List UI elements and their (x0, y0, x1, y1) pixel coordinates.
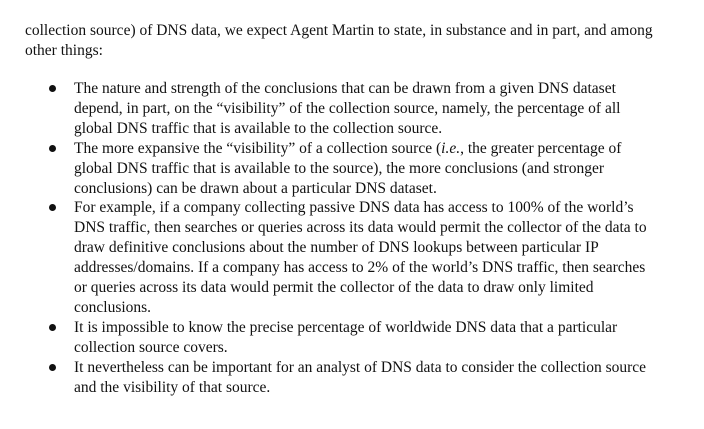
intro-paragraph: collection source) of DNS data, we expect Agent Martin to state, in substance and in part, and among other things: (25, 22, 653, 59)
bullet-text: The nature and strength of the conclusions that can be drawn from a given DNS dataset depend, in part, on the “visibility” of the collection source, namely, the percentage of all global DNS traffic that is available to the collection source. (74, 80, 621, 137)
bullet-text-part: The more expansive the “visibility” of a collection source ( (74, 139, 442, 157)
bullet-icon (49, 145, 56, 152)
bullet-text: It nevertheless can be important for an analyst of DNS data to consider the collection source and the visibility of that source. (74, 358, 647, 396)
bullet-icon (49, 85, 56, 92)
bullet-icon (49, 324, 56, 331)
bullet-text-italic: i.e. (441, 139, 461, 157)
bullet-text: It is impossible to know the precise percentage of worldwide DNS data that a particular collection source covers. (74, 318, 618, 356)
bullet-text-part: , the greater percentage of global DNS traffic that is available to the source), the more conclusions (and stronger conclusions) can be drawn about a particular DNS dataset. (74, 139, 622, 197)
bullet-icon (49, 364, 56, 371)
list-item (0, 198, 649, 317)
bullet-text: For example, if a company collecting passive DNS data has access to 100% of the world’s DNS traffic, then searches or queries across its data would permit the collector of the data to draw definitive conclusions about the number of DNS lookups between particular IP addresses/domains. If a company has access to 2% of the world’s DNS traffic, then searches or queries across its data would permit the collector of the data to draw only limited conclusions. (74, 199, 647, 316)
list-item (0, 139, 649, 199)
list-item (0, 318, 649, 358)
bullet-text (74, 140, 621, 197)
list-item (0, 358, 649, 398)
bullet-list (0, 79, 704, 398)
bullet-icon (49, 204, 56, 211)
list-item (0, 79, 649, 139)
